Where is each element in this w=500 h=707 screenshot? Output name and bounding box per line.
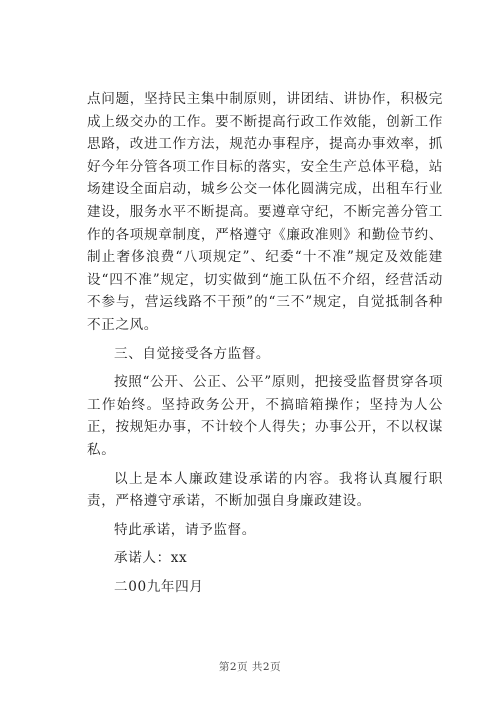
paragraph-continuation: 点问题，坚持民主集中制原则，讲团结、讲协作，积极完成上级交办的工作。要不断提高行政工作效能，创新工作思路，改进工作方法，规范办事程序，提高办事效率，抓好今年分管各项工作目标的落实，安全生产总体平稳，站场建设全面启动，城乡公交一体化圆满完成，出租车行业建设，服务水平不断提高。要遵章守纪，不断完善分管工作的各项规章制度，严格遵守《廉政准则》和勤俭节约、制止奢侈浪费“八项规定”、纪委“十不准”规定及效能建设“四不准”规定，切实做到“施工队伍不介绍，经营活动不参与，营运线路不干预”的“三不”规定，自觉抵制各种不正之风。 <box>87 91 443 333</box>
paragraph-supervision: 按照“公开、公正、公平”原则，把接受监督贯穿各项工作始终。坚持政务公开，不搞暗箱操作；坚持为人公正，按规矩办事，不计较个人得失；办事公开，不以权谋私。 <box>87 374 443 458</box>
section-heading: 三、自觉接受各方监督。 <box>114 345 271 362</box>
date-line: 二00九年四月 <box>114 578 204 595</box>
signer-line: 承诺人：xx <box>114 550 188 567</box>
paragraph-closing: 特此承诺，请予监督。 <box>114 521 256 538</box>
document-body <box>87 88 443 598</box>
paragraph-commitment: 以上是本人廉政建设承诺的内容。我将认真履行职责，严格遵守承诺，不断加强自身廉政建设。 <box>87 470 443 510</box>
page-footer: 第2页 共2页 <box>218 661 282 673</box>
